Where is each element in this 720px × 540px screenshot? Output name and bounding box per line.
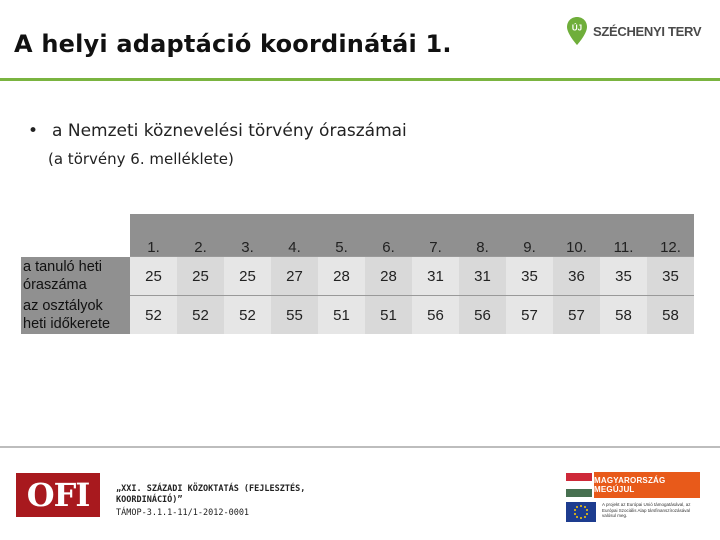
grade-header: 10. [553,214,600,257]
grade-header: 5. [318,214,365,257]
project-title: „XXI. SZÁZADI KÖZOKTATÁS (FEJLESZTÉS, KOORDINÁCIÓ)” [116,484,306,505]
table-cell: 31 [459,257,506,296]
table-cell: 57 [506,296,553,335]
table-cell: 52 [224,296,271,335]
table-cell: 51 [365,296,412,335]
project-code: TÁMOP-3.1.1-11/1-2012-0001 [116,508,250,518]
table-cell: 35 [506,257,553,296]
table-row [21,296,694,335]
grade-header: 6. [365,214,412,257]
grade-header: 1. [130,214,177,257]
map-pin-icon [566,16,588,46]
eu-funding-logos [566,472,700,524]
table-cell: 55 [271,296,318,335]
grade-header: 4. [271,214,318,257]
slide-title: A helyi adaptáció koordinátái 1. [14,30,452,58]
table-cell: 51 [318,296,365,335]
table-corner [21,214,130,257]
table-cell: 27 [271,257,318,296]
table-row [21,257,694,296]
row-label: a tanuló heti óraszáma [21,257,130,296]
grade-header: 3. [224,214,271,257]
table-cell: 28 [365,257,412,296]
table-cell: 31 [412,257,459,296]
hours-table [21,214,694,334]
title-divider [0,78,720,81]
logo-brand-text: SZÉCHENYI TERV [593,23,702,39]
table-cell: 58 [600,296,647,335]
row-label: az osztályok heti időkerete [21,296,130,335]
ofi-logo-text: OFI [26,476,90,514]
table-cell: 52 [130,296,177,335]
grade-header: 8. [459,214,506,257]
table-cell: 25 [177,257,224,296]
grade-header: 7. [412,214,459,257]
table-header-row [21,214,694,257]
grade-header: 2. [177,214,224,257]
megujul-banner: MAGYARORSZÁG MEGÚJUL [594,472,700,498]
bullet-subtext: (a törvény 6. melléklete) [48,150,234,168]
table-cell: 25 [130,257,177,296]
hungarian-flag-icon [566,473,592,497]
table-cell: 25 [224,257,271,296]
table-cell: 36 [553,257,600,296]
szechenyi-terv-logo [566,16,701,46]
bullet-item [28,121,407,141]
eu-flag-icon [566,502,596,522]
footer-divider [0,446,720,448]
table-cell: 58 [647,296,694,335]
table-cell: 52 [177,296,224,335]
table-cell: 57 [553,296,600,335]
bullet-text: a Nemzeti köznevelési törvény óraszámai [52,121,407,141]
grade-header: 12. [647,214,694,257]
logo-pin-text: ÚJ [571,23,583,33]
eu-funding-text: A projekt az Európai Unió támogatásával, az Európai Szociális Alap társfinanszírozásával valósul meg. [602,502,691,518]
table-cell: 56 [459,296,506,335]
table-cell: 35 [647,257,694,296]
grade-header: 9. [506,214,553,257]
ofi-logo [16,473,100,517]
table-cell: 35 [600,257,647,296]
table-cell: 28 [318,257,365,296]
bullet-icon: • [28,121,39,141]
table-cell: 56 [412,296,459,335]
grade-header: 11. [600,214,647,257]
